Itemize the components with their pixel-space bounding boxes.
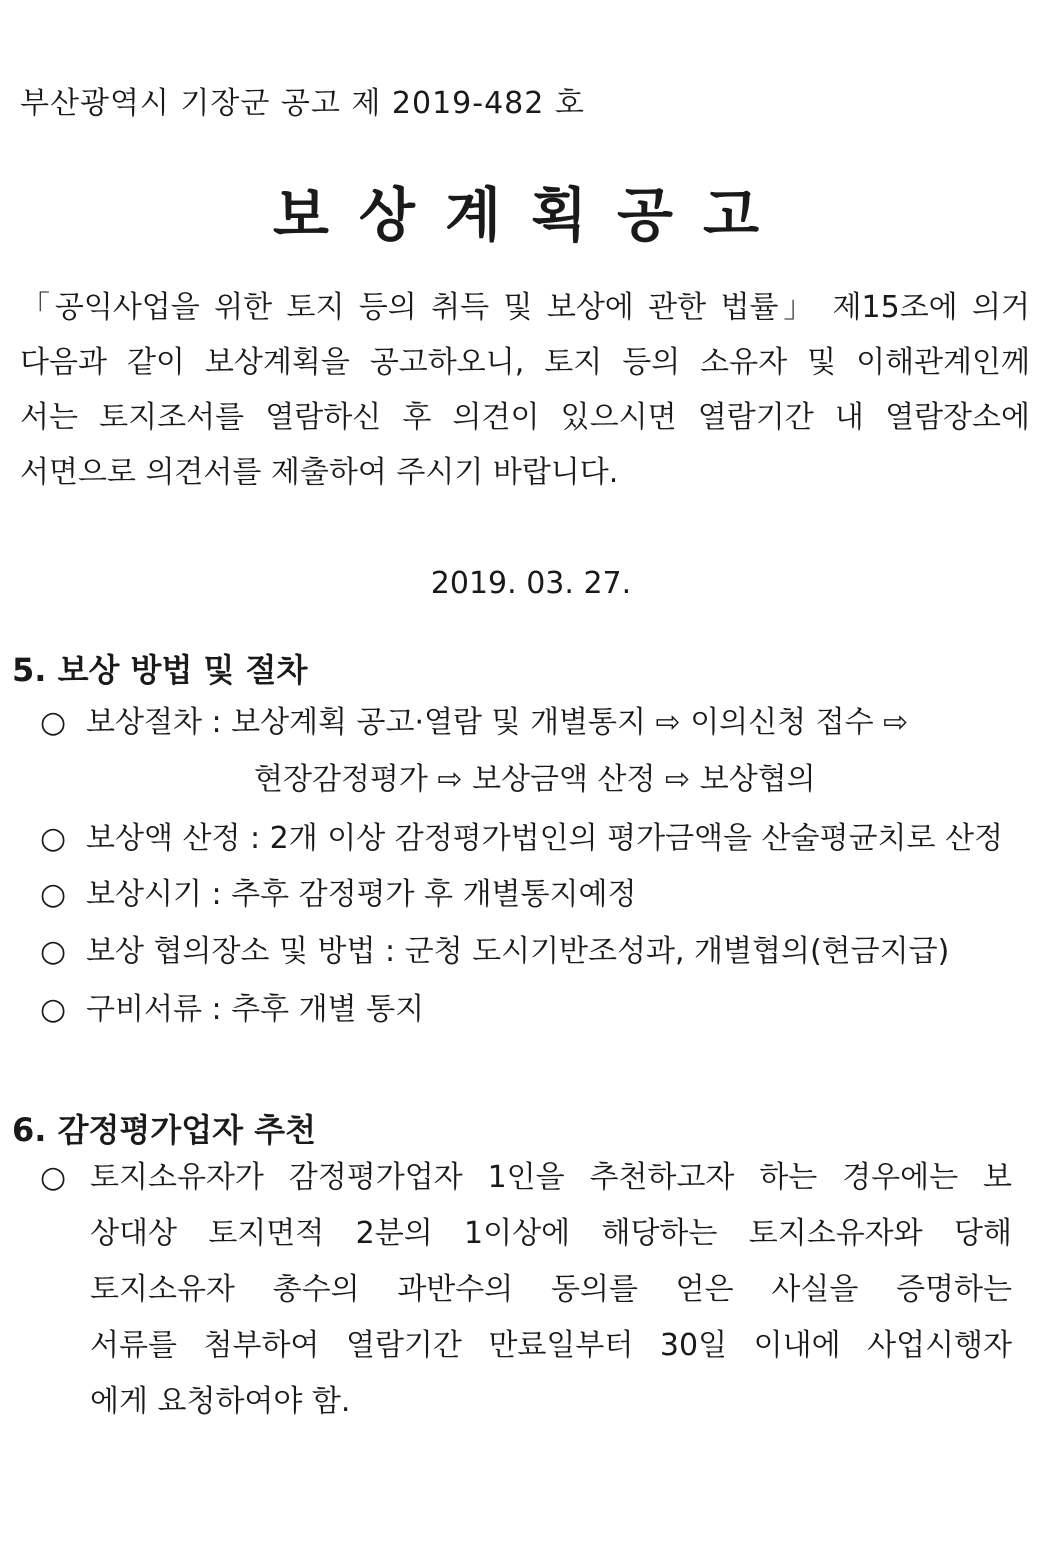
list-item (40, 932, 949, 972)
notice-number: 부산광역시 기장군 공고 제 2019-482 호 (20, 86, 585, 121)
item-text: 보상 협의장소 및 방법 : 군청 도시기반조성과, 개별협의(현금지급) (86, 934, 950, 969)
item-continuation: 현장감정평가 ⇨ 보상금액 산정 ⇨ 보상협의 (254, 762, 816, 797)
intro-paragraph (20, 280, 1030, 500)
circle-bullet-icon: ○ (40, 992, 67, 1027)
intro-line: 서는 토지조서를 열람하신 후 의견이 있으시면 열람기간 내 열람장소에 (20, 400, 1030, 435)
item-text: 보상액 산정 : 2개 이상 감정평가법인의 평가금액을 산술평균치로 산정 (86, 821, 1003, 856)
circle-bullet-icon: ○ (40, 934, 67, 969)
paragraph-line: 상대상 토지면적 2분의 1이상에 해당하는 토지소유자와 당해 (90, 1216, 1012, 1251)
intro-line: 「공익사업을 위한 토지 등의 취득 및 보상에 관한 법률」 제15조에 의거 (20, 290, 1030, 325)
section-5-heading: 5. 보상 방법 및 절차 (12, 651, 308, 689)
paragraph-line: 토지소유자 총수의 과반수의 동의를 얻은 사실을 증명하는 (90, 1272, 1012, 1307)
item-text: 보상절차 : 보상계획 공고·열람 및 개별통지 ⇨ 이의신청 접수 ⇨ (86, 705, 909, 740)
circle-bullet-icon: ○ (40, 877, 67, 912)
notice-date: 2019. 03. 27. (430, 566, 632, 601)
section-6-heading: 6. 감정평가업자 추천 (12, 1111, 316, 1149)
intro-line: 다음과 같이 보상계획을 공고하오니, 토지 등의 소유자 및 이해관계인께 (20, 345, 1030, 380)
list-item (40, 703, 908, 743)
circle-bullet-icon: ○ (40, 705, 67, 740)
paragraph-line: 토지소유자가 감정평가업자 1인을 추천하고자 하는 경우에는 보 (90, 1160, 1012, 1195)
item-text: 보상시기 : 추후 감정평가 후 개별통지예정 (86, 877, 637, 912)
circle-bullet-icon: ○ (40, 1160, 67, 1195)
paragraph-line: 에게 요청하여야 함. (90, 1384, 351, 1419)
list-item (40, 819, 1003, 859)
intro-line: 서면으로 의견서를 제출하여 주시기 바랍니다. (20, 455, 619, 490)
paragraph-line: 서류를 첨부하여 열람기간 만료일부터 30일 이내에 사업시행자 (90, 1328, 1012, 1363)
list-item (40, 990, 424, 1030)
section-6-paragraph (90, 1150, 1012, 1430)
item-text: 구비서류 : 추후 개별 통지 (86, 992, 425, 1027)
page-title: 보상계획공고 (272, 181, 790, 249)
list-item (40, 875, 636, 915)
circle-bullet-icon: ○ (40, 821, 67, 856)
